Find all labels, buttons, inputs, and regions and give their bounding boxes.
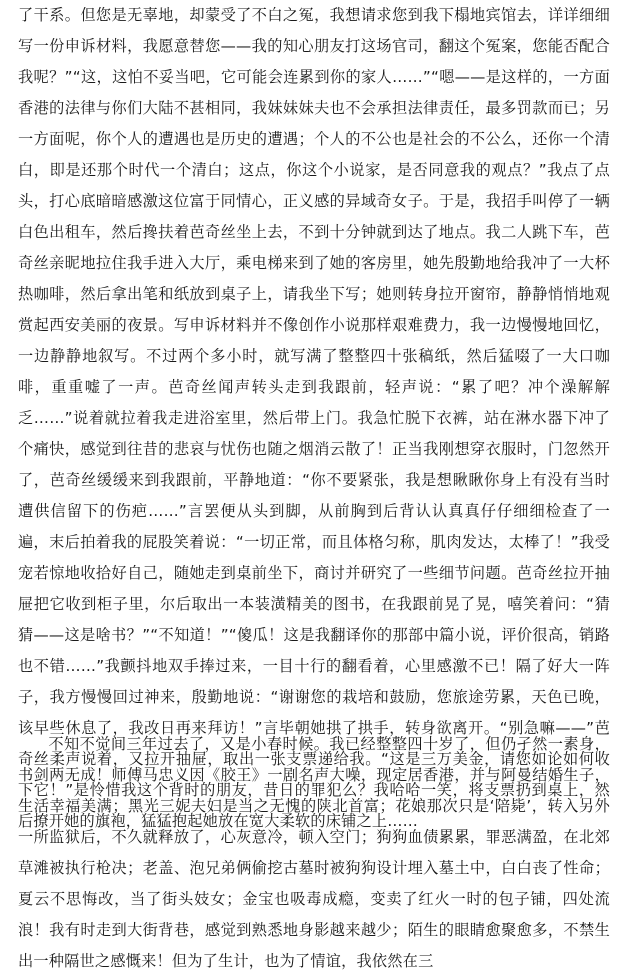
paragraph-1: 了干系。但您是无辜地，却蒙受了不白之冤，我想请求您到我下榻地宾馆去，详详细细写一份申诉材料，我愿意替您——我的知心朋友打这场官司，翻这个冤案，您能否配合我呢？”“这，这怕不妥当吧，它可能会连累到你的家人……”“嗯——是这样的，一方面香港的法律与你们大陆不甚相同，我妹妹妹夫也不会承担法律责任，最多罚款而已；另一方面呢，你个人的遭遇也是历史的遭遇；个人的不公也是社会的不公么，还你一个清白，即是还那个时代一个清白；这点，你这个小说家，是否同意我的观点？”我点了点头，打心底暗暗感激这位富于同情心，正义感的异域奇女子。于是，我招手叫停了一辆白色出租车，然后搀扶着芭奇丝坐上去，不到十分钟就到达了地点。我二人跳下车，芭奇丝亲昵地拉住我手进入大厅，乘电梯来到了她的客房里，她先殷勤地给我冲了一大杯热咖啡，然后拿出笔和纸放到桌子上，请我坐下写；她则转身拉开窗帘，静静悄悄地观赏起西安美丽的夜景。写申诉材料并不像创作小说那样艰难费力，我一边慢慢地回忆，一边静静地叙写。不过两个多小时，就写满了整整四十张稿纸，然后猛啜了一大口咖啡，重重嘘了一声。芭奇丝闻声转头走到我跟前，轻声说：“累了吧？冲个澡解解乏……”说着就拉着我走进浴室里，然后带上门。我急忙脱下衣裤，站在淋水器下冲了个痛快，感觉到往昔的悲哀与忧伤也随之烟消云散了！正当我刚想穿衣服时，门忽然开了，芭奇丝缓缓来到我跟前，平静地道：“你不要紧张，我是想瞅瞅你身上有没有当时遭供信留下的伤疤……”言罢便从头到脚，从前胸到后背认认真真仔仔细细检查了一遍，末后拍着我的屁股笑着说：“一切正常，而且体格匀称，肌肉发达，太棒了！”我受宠若惊地收拾好自己，随她走到桌前坐下，商讨并研究了一些细节问题。芭奇丝拉开抽屉把它收到柜子里，尔后取出一本装潢精美的图书，在我跟前晃了晃，嘻笑着问：“猜猜——这是啥书？”“不知道！”“傻瓜！这是我翻译你的那部中篇小说，评价很高，销路也不错……”我颤抖地双手捧过来，一目十行的翻看着，心里感激不已！隔了好大一阵子，我方慢慢回过神来，殷勤地说：“谢谢您的栽培和鼓励，您旅途劳累，天色已晚，该早些休息了，我改日再来拜访！”言毕朝她拱了拱手，转身欲离开。“别急嘛——”芭奇丝柔声说着，又拉开抽屉，取出一张支票递给我。“这是三万美金，请您如论如何收下它！”是怜惜我这个背时的朋友，昔日的罪犯么？我哈哈一笑，将支票扔到桌上，然后撩开她的旗袍，猛猛抱起她放在宽大柔软的床铺之上…… — [18, 6, 610, 830]
paragraph-2: 不知不觉间三年过去了，又是小春时候。我已经整整四十岁了，但仍孑然一素身，书剑两无成！师傅马忠义因《胶王》一剧名声大噪，现定居香港，并与阿曼结婚生子，生活幸福美满；黑光三妮夫妇是当之无愧的陕北首富；花娘那次只是‘陪毙’，转入另外一所监狱后，不久就释放了，心灰意冷，顿入空门；狗狗血债累累，罪恶满盈，在北郊草滩被执行枪决；老盖、泡兄弟俩偷挖古墓时被狗狗设计埋入墓土中，白白丧了性命；夏云不思悔改，当了街头妓女；金宝也吸毒成瘾，变卖了红火一时的包子铺，四处流浪！我有时走到大街背巷，感觉到熟悉地身影越来越少；陌生的眼睛愈聚愈多，不禁生出一种隔世之感慨来！但为了生计，也为了情谊，我依然在三 — [18, 735, 610, 970]
